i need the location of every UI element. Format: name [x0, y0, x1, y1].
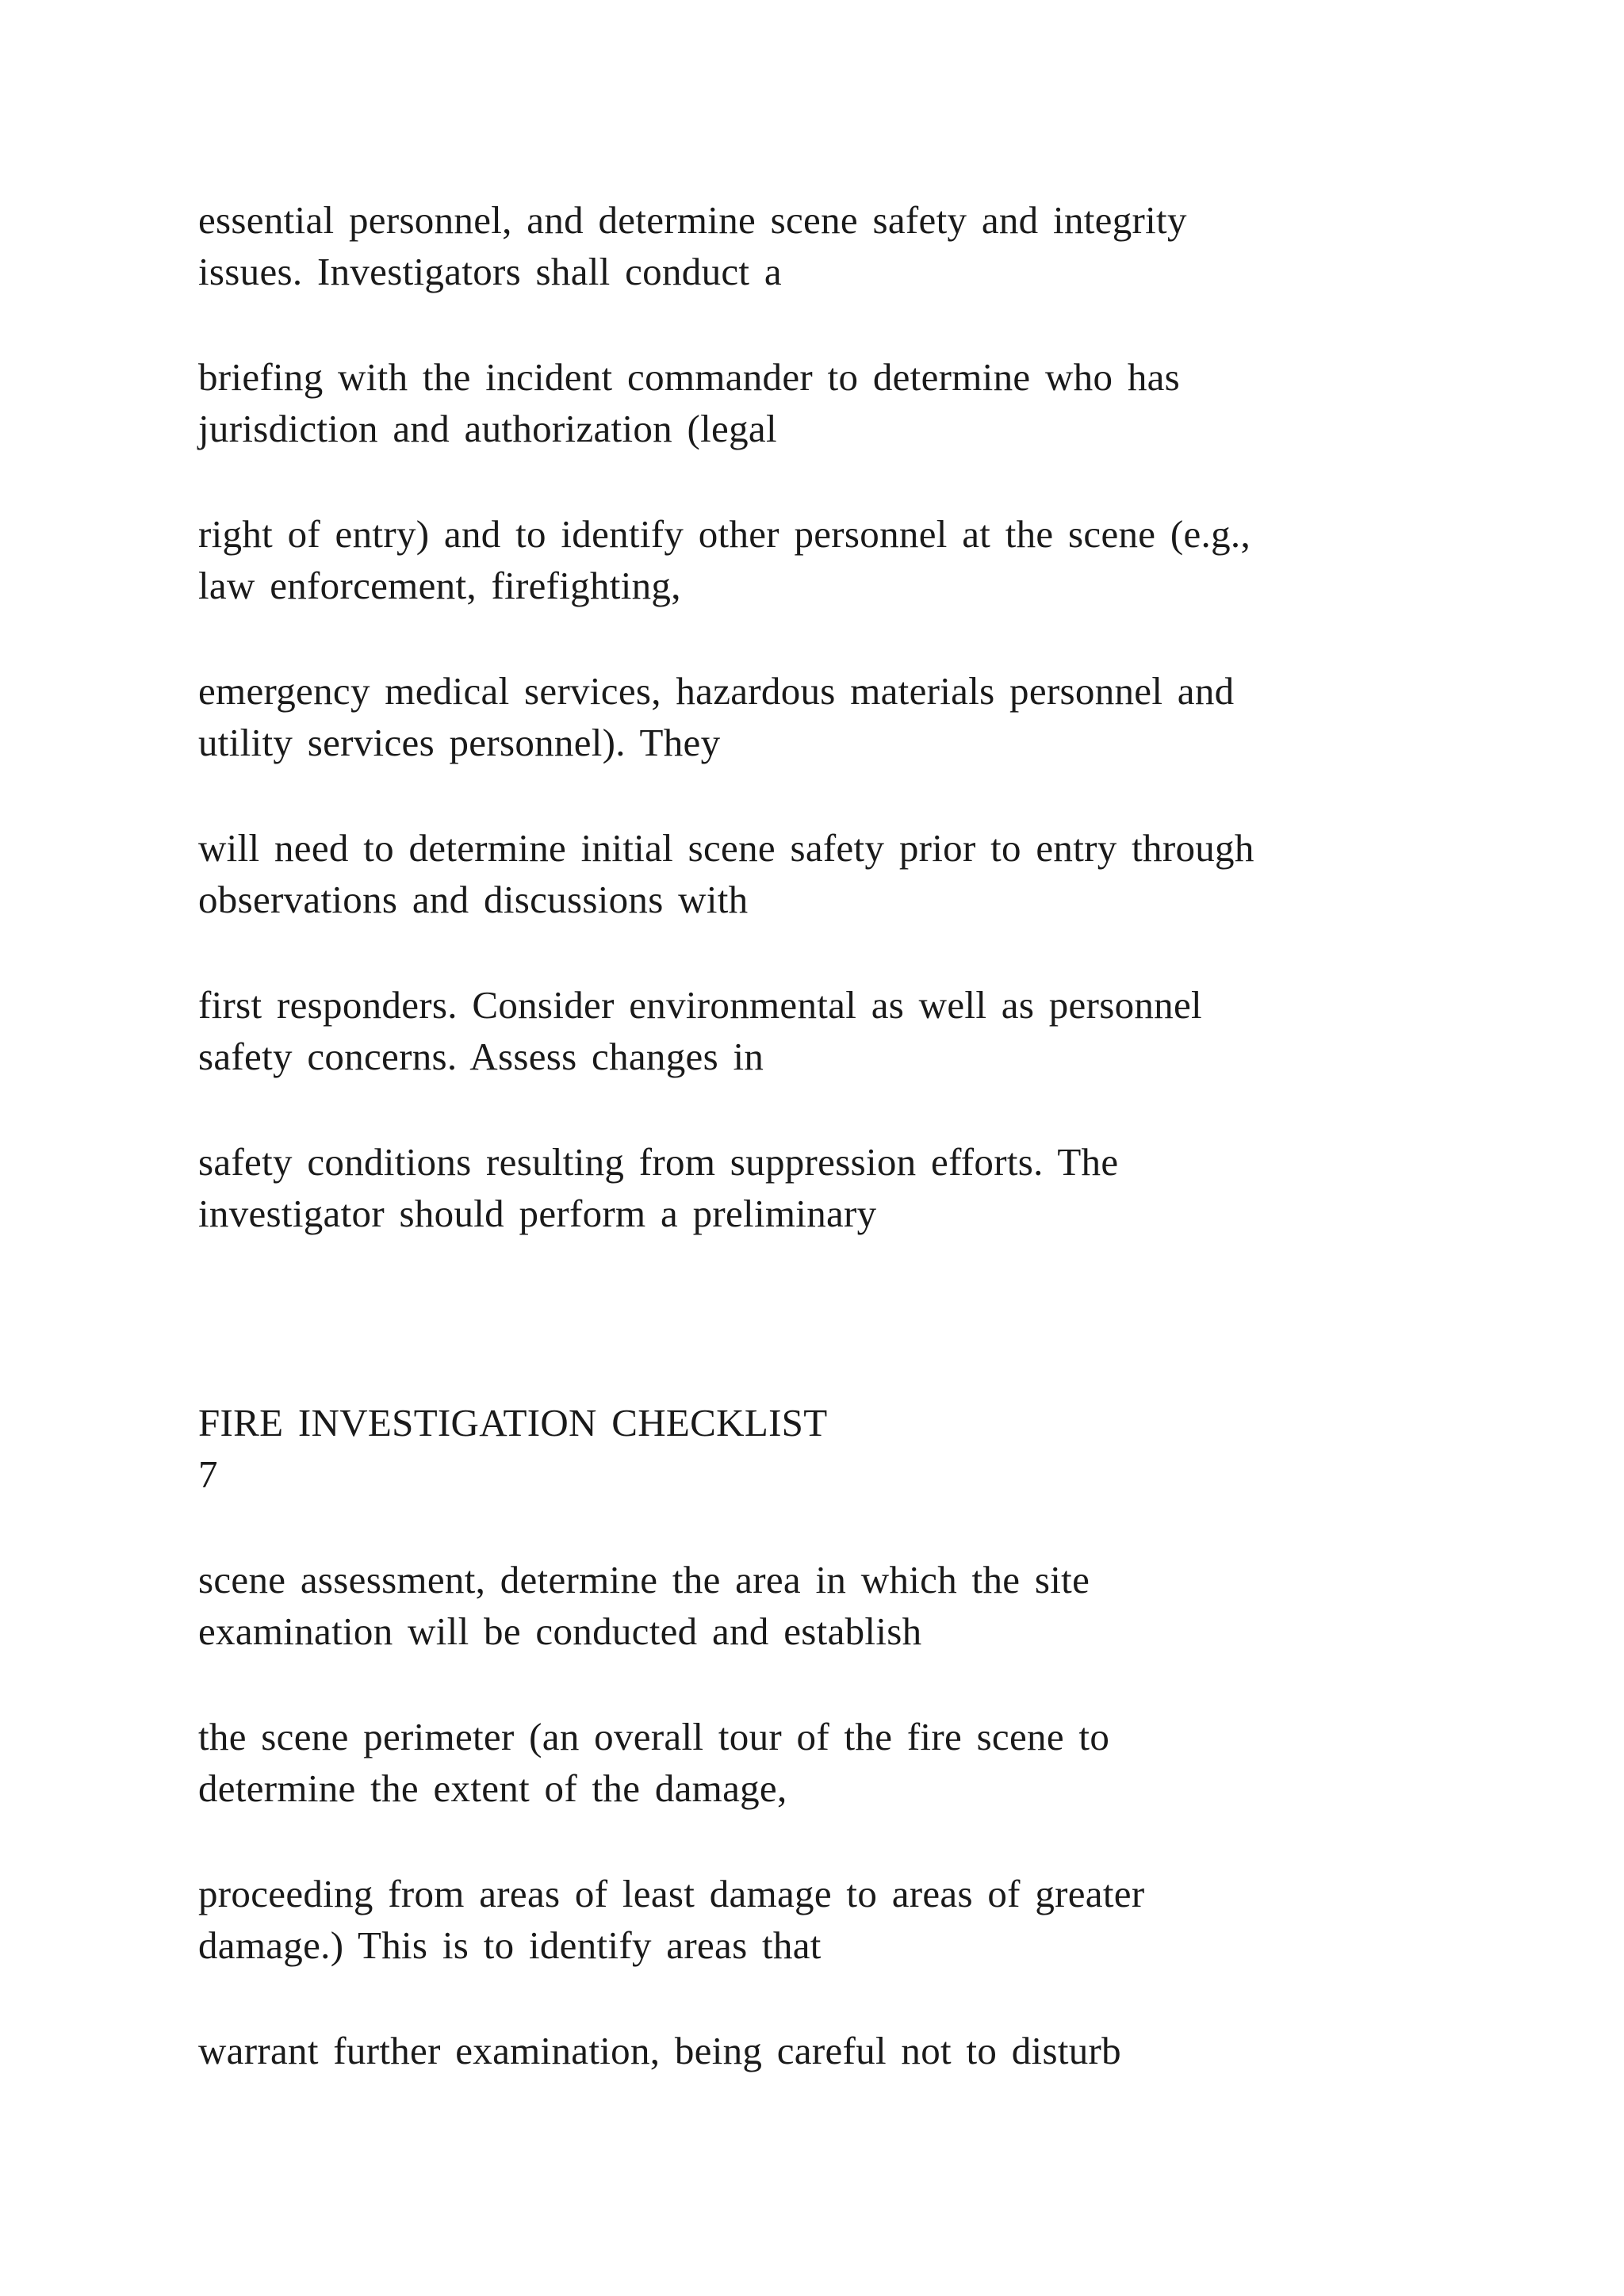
text-line: scene assessment, determine the area in which the site: [198, 1558, 1090, 1601]
text-line: first responders. Consider environmental as well as personnel: [198, 983, 1202, 1027]
text-line: the scene perimeter (an overall tour of the fire scene to: [198, 1715, 1110, 1758]
text-line: observations and discussions with: [198, 878, 749, 921]
text-line: safety concerns. Assess changes in: [198, 1035, 764, 1078]
text-line: emergency medical services, hazardous materials personnel and: [198, 669, 1235, 713]
text-line: jurisdiction and authorization (legal: [198, 407, 777, 450]
text-line: will need to determine initial scene safety prior to entry through: [198, 826, 1254, 870]
text-line: law enforcement, firefighting,: [198, 564, 681, 607]
text-line: safety conditions resulting from suppression efforts. The: [198, 1140, 1119, 1184]
text-line: damage.) This is to identify areas that: [198, 1923, 822, 1967]
text-line: determine the extent of the damage,: [198, 1766, 787, 1810]
text-line: examination will be conducted and establish: [198, 1609, 922, 1653]
text-line: warrant further examination, being careful not to disturb: [198, 2029, 1121, 2072]
text-line: briefing with the incident commander to determine who has: [198, 355, 1181, 399]
running-header-title: FIRE INVESTIGATION CHECKLIST: [198, 1401, 828, 1445]
text-line: proceeding from areas of least damage to areas of greater: [198, 1872, 1145, 1915]
text-line: investigator should perform a preliminary: [198, 1192, 877, 1235]
text-line: issues. Investigators shall conduct a: [198, 250, 782, 293]
page-number: 7: [198, 1452, 218, 1496]
text-line: utility services personnel). They: [198, 721, 721, 764]
text-line: essential personnel, and determine scene safety and integrity: [198, 198, 1187, 242]
text-line: right of entry) and to identify other personnel at the scene (e.g.,: [198, 512, 1251, 556]
